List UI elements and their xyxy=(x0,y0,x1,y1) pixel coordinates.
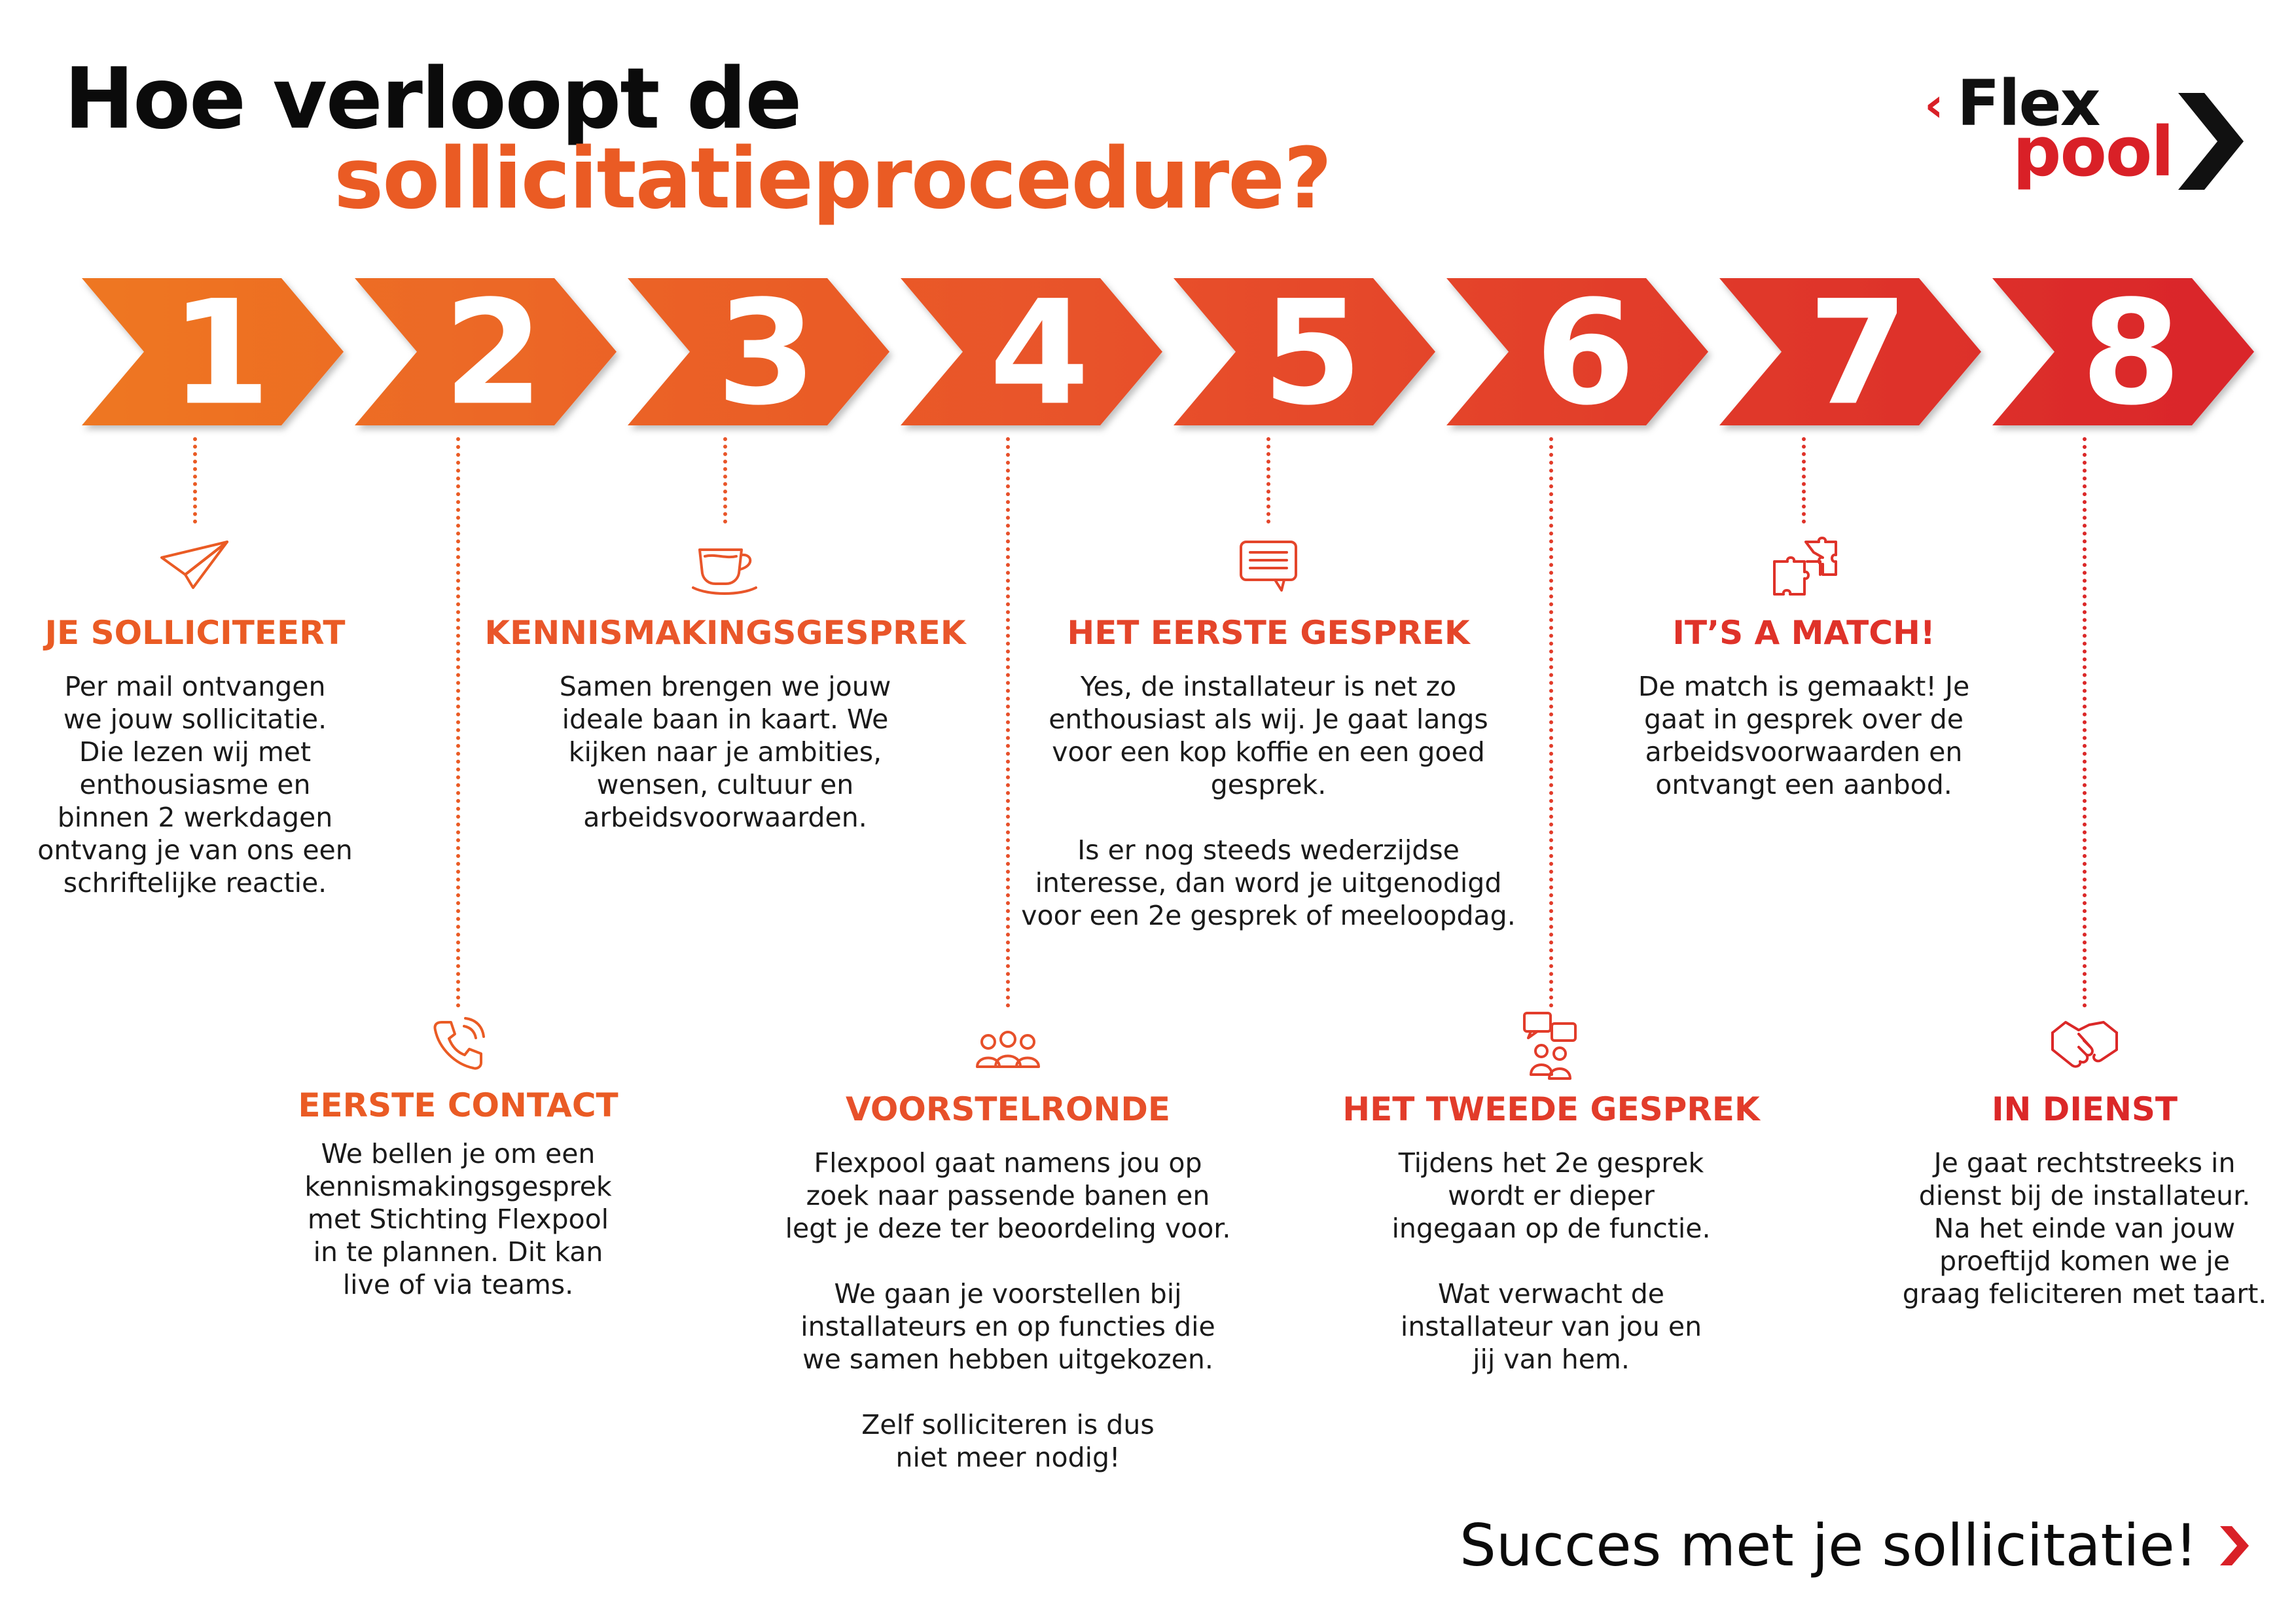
description-line: legt je deze ter beoordeling voor. xyxy=(785,1213,1231,1244)
connector-dots-7 xyxy=(1802,437,1806,524)
description-line: live of via teams. xyxy=(342,1269,574,1300)
chevron-number-5: 5 xyxy=(1262,269,1363,437)
step-title: JE SOLLICITEERT xyxy=(45,614,346,652)
description-line: installateurs en op functies die xyxy=(800,1311,1215,1342)
step-title: HET EERSTE GESPREK xyxy=(1067,614,1470,652)
description-line: Wat verwacht de xyxy=(1437,1278,1665,1310)
logo-pool-text: pool xyxy=(2013,112,2173,192)
description-line: Na het einde van jouw xyxy=(1933,1213,2236,1244)
description-line: kennismakingsgesprek xyxy=(304,1171,612,1202)
connector-dots-4 xyxy=(1006,437,1010,1008)
step-chevron-band xyxy=(0,262,2296,445)
step-description xyxy=(476,670,974,834)
chevron-number-1: 1 xyxy=(170,269,271,437)
chat-bubble-icon xyxy=(1236,537,1301,596)
description-line: ideale baan in kaart. We xyxy=(562,704,889,735)
paragraph-gap xyxy=(759,1245,1257,1277)
step-description xyxy=(759,1147,1257,1474)
description-line: dienst bij de installateur. xyxy=(1918,1180,2251,1211)
paragraph-gap xyxy=(759,1376,1257,1408)
chevron-number-4: 4 xyxy=(989,269,1090,437)
description-line: enthousiast als wij. Je gaat langs xyxy=(1049,704,1488,735)
puzzle-icon xyxy=(1768,535,1840,601)
description-line: gesprek. xyxy=(1210,769,1327,800)
flexpool-logo xyxy=(1924,67,2245,192)
connector-dots-3 xyxy=(723,437,727,524)
description-line: Je gaat rechtstreeks in xyxy=(1933,1147,2236,1179)
paragraph-gap xyxy=(1020,801,1517,834)
chevron-number-8: 8 xyxy=(2081,269,2181,437)
group-icon xyxy=(972,1026,1044,1079)
description-line: We bellen je om een xyxy=(321,1138,596,1169)
description-line: wordt er dieper xyxy=(1448,1180,1655,1211)
description-line: gaat in gesprek over de xyxy=(1643,704,1964,735)
description-line: graag feliciteren met taart. xyxy=(1902,1278,2267,1310)
connector-dots-5 xyxy=(1266,437,1270,524)
chevron-number-6: 6 xyxy=(1535,269,1636,437)
logo-chevron-left-icon: ‹ xyxy=(1924,77,1944,132)
connector-dots-1 xyxy=(193,437,197,524)
handshake-icon xyxy=(2049,1013,2121,1072)
description-line: jij van hem. xyxy=(1473,1344,1630,1375)
description-line: installateur van jou en xyxy=(1400,1311,1702,1342)
page-title-line2: sollicitatieprocedure? xyxy=(334,130,1331,228)
description-line: De match is gemaakt! Je xyxy=(1638,671,1970,702)
description-line: Per mail ontvangen xyxy=(64,671,326,702)
connector-dots-8 xyxy=(2083,437,2087,1008)
description-line: we samen hebben uitgekozen. xyxy=(802,1344,1213,1375)
description-line: Is er nog steeds wederzijdse xyxy=(1077,834,1460,866)
description-line: ontvang je van ons een xyxy=(37,834,353,866)
description-line: ontvangt een aanbod. xyxy=(1655,769,1952,800)
description-line: voor een 2e gesprek of meeloopdag. xyxy=(1021,900,1516,931)
footer-message: Succes met je sollicitatie! xyxy=(1460,1512,2198,1579)
step-title: EERSTE CONTACT xyxy=(298,1086,619,1124)
step-title: HET TWEEDE GESPREK xyxy=(1342,1090,1760,1128)
step-title: IT’S A MATCH! xyxy=(1672,614,1935,652)
description-line: arbeidsvoorwaarden. xyxy=(583,802,867,833)
step-description xyxy=(1020,670,1517,932)
logo-chevron-right-icon xyxy=(2178,93,2244,190)
description-line: Zelf solliciteren is dus xyxy=(861,1409,1155,1440)
logo-flex-text: Flex xyxy=(1957,67,2100,140)
chevron-number-7: 7 xyxy=(1808,269,1909,437)
description-line: interesse, dan word je uitgenodigd xyxy=(1035,867,1502,899)
description-line: Flexpool gaat namens jou op xyxy=(814,1147,1202,1179)
description-line: wensen, cultuur en xyxy=(596,769,854,800)
step-title: KENNISMAKINGSGESPREK xyxy=(484,614,966,652)
description-line: niet meer nodig! xyxy=(895,1442,1121,1473)
chevron-number-3: 3 xyxy=(716,269,817,437)
chevron-right-icon xyxy=(2217,1520,2253,1572)
meeting-icon xyxy=(1522,1010,1581,1082)
step-description xyxy=(209,1137,707,1301)
description-line: we jouw sollicitatie. xyxy=(63,704,327,735)
description-line: arbeidsvoorwaarden en xyxy=(1645,736,1963,768)
coffee-cup-icon xyxy=(689,537,761,596)
description-line: binnen 2 werkdagen xyxy=(57,802,333,833)
step-title: VOORSTELRONDE xyxy=(846,1090,1170,1128)
description-line: enthousiasme en xyxy=(79,769,311,800)
step-title: IN DIENST xyxy=(1991,1090,2178,1128)
description-line: Tijdens het 2e gesprek xyxy=(1398,1147,1704,1179)
chevron-number-2: 2 xyxy=(443,269,544,437)
description-line: proeftijd komen we je xyxy=(1939,1245,2230,1277)
description-line: We gaan je voorstellen bij xyxy=(834,1278,1182,1310)
description-line: Yes, de installateur is net zo xyxy=(1080,671,1457,702)
description-line: Die lezen wij met xyxy=(79,736,312,768)
step-description xyxy=(1836,1147,2296,1310)
description-line: Samen brengen we jouw xyxy=(559,671,891,702)
description-line: in te plannen. Dit kan xyxy=(313,1236,603,1268)
paragraph-gap xyxy=(1302,1245,1800,1277)
description-line: ingegaan op de functie. xyxy=(1391,1213,1711,1244)
description-line: met Stichting Flexpool xyxy=(307,1204,609,1235)
step-description xyxy=(1555,670,2053,801)
phone-icon xyxy=(429,1014,488,1073)
page-title-line1: Hoe verloopt de xyxy=(64,50,801,148)
description-line: zoek naar passende banen en xyxy=(806,1180,1210,1211)
description-line: voor een kop koffie en een goed xyxy=(1052,736,1485,768)
step-description xyxy=(1302,1147,1800,1376)
step-description xyxy=(0,670,444,899)
connector-dots-2 xyxy=(456,437,460,1008)
paper-plane-icon xyxy=(159,538,231,590)
description-line: schriftelijke reactie. xyxy=(63,867,327,899)
description-line: kijken naar je ambities, xyxy=(568,736,882,768)
connector-dots-6 xyxy=(1549,437,1553,1008)
